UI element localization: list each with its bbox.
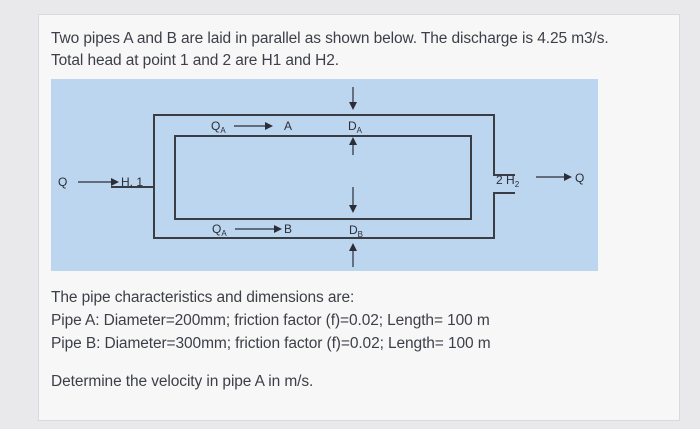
q-out-label: Q (575, 171, 585, 185)
qa-bottom-label: $Q_A$ (212, 222, 227, 238)
pipe-b-spec: Pipe B: Diameter=300mm; friction factor (f)=0.02; Length= 100 m (51, 335, 491, 352)
characteristics-heading: The pipe characteristics and dimensions are: (51, 289, 355, 306)
q-in-label: Q (58, 175, 68, 189)
h2-label: 2 $H_2$ (496, 173, 520, 189)
qa-top-label: $Q_A$ (211, 119, 226, 135)
question-text: Determine the velocity in pipe A in m/s. (51, 373, 314, 390)
problem-line-2: Total head at point 1 and 2 are H1 and H2. (51, 52, 339, 69)
pipe-diagram (51, 79, 598, 271)
da-label: $D_A$ (348, 119, 363, 135)
problem-line-1: Two pipes A and B are laid in parallel as shown below. The discharge is 4.25 m3/s. (51, 30, 609, 47)
db-label: $D_B$ (349, 223, 364, 239)
pipe-b-label: B (284, 222, 293, 236)
h1-label: H, 1 (121, 175, 144, 189)
pipe-a-label: A (284, 119, 293, 133)
pipe-a-spec: Pipe A: Diameter=200mm; friction factor (f)=0.02; Length= 100 m (51, 312, 490, 329)
